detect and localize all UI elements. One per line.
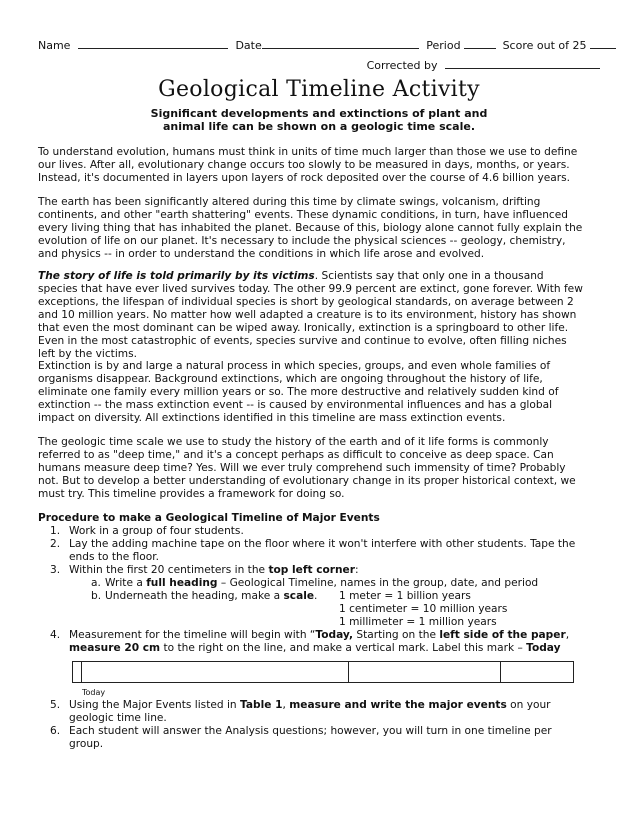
substep-text: Underneath the heading, make a [105, 590, 284, 602]
substep-emphasis: scale [283, 590, 315, 602]
score-blank[interactable] [590, 37, 616, 49]
step-number: 2. [50, 538, 61, 550]
timeline-tape-diagram [72, 661, 574, 683]
step-emphasis: measure and write the major events [289, 699, 507, 711]
scale-value: 1 millimeter = 1 million years [339, 616, 497, 628]
scale-value: 1 meter = 1 billion years [339, 590, 471, 602]
substep-text: . [314, 590, 318, 602]
header-row [38, 37, 600, 52]
deep-time-paragraph [38, 436, 586, 501]
timeline-mark [348, 661, 349, 683]
step-number: 1. [50, 525, 61, 537]
paragraph-text: . Scientists say that only one in a thousand species that have ever lived survives today. The other 99.9 percent are extinct, gone forever. With few exceptions, the lifespan of individual species is short by geological standards, on average between 2 and 10 million years. No matter how well adapted a creature is to its environment, history has shown that even the most dominant can be wiped away. Ironically, extinction is a springboard to other life. Even in the most catastrophic of events, species survive and continue to evolve, often filling niches left by the victims. [38, 270, 583, 360]
procedure-step [38, 725, 586, 751]
paragraph-lead: The story of life is told primarily by its victims [38, 270, 315, 282]
extinction-paragraph [38, 360, 586, 425]
procedure-step [38, 525, 586, 538]
paragraph-text: Extinction is by and large a natural process in which species, groups, and even whole families of organisms disappear. Background extinctions, which are ongoing throughout the history of life, eliminate one family every million years or so. The more destructive and relatively sudden kind of extinction -- the mass extinction event -- is caused by environmental influences and has a global impact on diversity. All extinctions identified in this timeline are mass extinction events. [38, 360, 559, 424]
step-text: to the right on the line, and make a vertical mark. Label this mark – [160, 642, 527, 654]
substep-line [91, 590, 318, 603]
procedure-step [38, 629, 586, 655]
procedure-step [38, 699, 586, 725]
procedure-substep [38, 577, 586, 590]
substep-letter: a. [91, 577, 101, 589]
timeline-mark [500, 661, 501, 683]
period-label: Period [426, 39, 461, 52]
substep-content [105, 590, 317, 602]
paragraph-text: The geologic time scale we use to study the history of the earth and of it life forms is commonly referred to as "deep time," and it's a concept perhaps as difficult to conceive as deep space. Can humans measure deep time? Yes. Will we ever truly comprehend such immensity of time? Probably not. But to develop a better understanding of evolutionary change in its proper historical context, we must try. This timeline provides a framework for doing so. [38, 436, 576, 500]
subtitle [0, 107, 638, 133]
paragraph-text: To understand evolution, humans must think in units of time much larger than those we use to define our lives. After all, evolutionary change occurs too slowly to be measured in days, months, or years. Instead, it's documented in layers upon layers of rock deposited over the course of 4.6 billion years. [38, 146, 578, 184]
substep-letter: b. [91, 590, 102, 602]
corrected-label: Corrected by [366, 59, 438, 72]
step-text: Measurement for the timeline will begin with “ [69, 629, 316, 641]
earth-paragraph [38, 196, 586, 261]
step-emphasis: left side of the paper [439, 629, 566, 641]
step-number: 4. [50, 629, 61, 641]
corrected-blank[interactable] [445, 57, 600, 69]
step-number: 5. [50, 699, 61, 711]
substep-text: – Geological Timeline, names in the group, date, and period [217, 577, 539, 589]
procedure-step [38, 538, 586, 564]
step-text: Lay the adding machine tape on the floor where it won't interfere with other students. Tape the ends to the floor. [69, 538, 576, 563]
step-number: 6. [50, 725, 61, 737]
subtitle-line: Significant developments and extinctions of plant and [150, 107, 488, 120]
date-label: Date [235, 39, 262, 52]
period-blank[interactable] [464, 37, 496, 49]
subtitle-line: animal life can be shown on a geologic time scale. [162, 120, 476, 133]
name-label: Name [38, 39, 71, 52]
date-blank[interactable] [262, 37, 419, 49]
step-emphasis: measure 20 cm [69, 642, 161, 654]
name-blank[interactable] [78, 37, 228, 49]
corrected-row [38, 57, 600, 72]
step-emphasis: Today, [315, 629, 354, 641]
step-emphasis: Table 1 [240, 699, 283, 711]
intro-paragraph [38, 146, 586, 185]
scale-row [38, 616, 586, 629]
procedure-section [38, 512, 586, 655]
scale-value: 1 centimeter = 10 million years [339, 603, 508, 615]
step-text: : [354, 564, 359, 576]
step-text: Each student will answer the Analysis questions; however, you will turn in one timeline per group. [69, 725, 552, 750]
step-emphasis: top left corner [268, 564, 355, 576]
scale-row [38, 590, 586, 603]
score-label: Score out of 25 [502, 39, 587, 52]
victims-paragraph [38, 270, 586, 361]
scale-row [38, 603, 586, 616]
procedure-title: Procedure to make a Geological Timeline of Major Events [38, 512, 380, 524]
step-text: , [565, 629, 570, 641]
substep-emphasis: full heading [146, 577, 218, 589]
step-text: on your geologic time line. [69, 699, 551, 724]
step-text: Using the Major Events listed in [69, 699, 240, 711]
procedure-section-end [38, 699, 586, 751]
step-text: Starting on the [353, 629, 440, 641]
step-text: , [282, 699, 290, 711]
step-emphasis: Today [526, 642, 561, 654]
paragraph-text: The earth has been significantly altered during this time by climate swings, volcanism, drifting continents, and other "earth shattering" events. These dynamic conditions, in turn, have influenced every living thing that has inhabited the planet. Because of this, biology alone cannot fully explain the evolution of life on our planet. It's necessary to include the physical sciences -- geology, chemistry, and physics -- in order to understand the conditions in which life arose and evolved. [38, 196, 583, 260]
page-title: Geological Timeline Activity [158, 77, 480, 102]
step-text: Within the first 20 centimeters in the [69, 564, 269, 576]
timeline-today-label: Today [82, 688, 106, 697]
step-number: 3. [50, 564, 61, 576]
procedure-step [38, 564, 586, 577]
step-text: Work in a group of four students. [69, 525, 244, 537]
substep-text: Write a [105, 577, 147, 589]
timeline-today-mark [81, 661, 82, 683]
